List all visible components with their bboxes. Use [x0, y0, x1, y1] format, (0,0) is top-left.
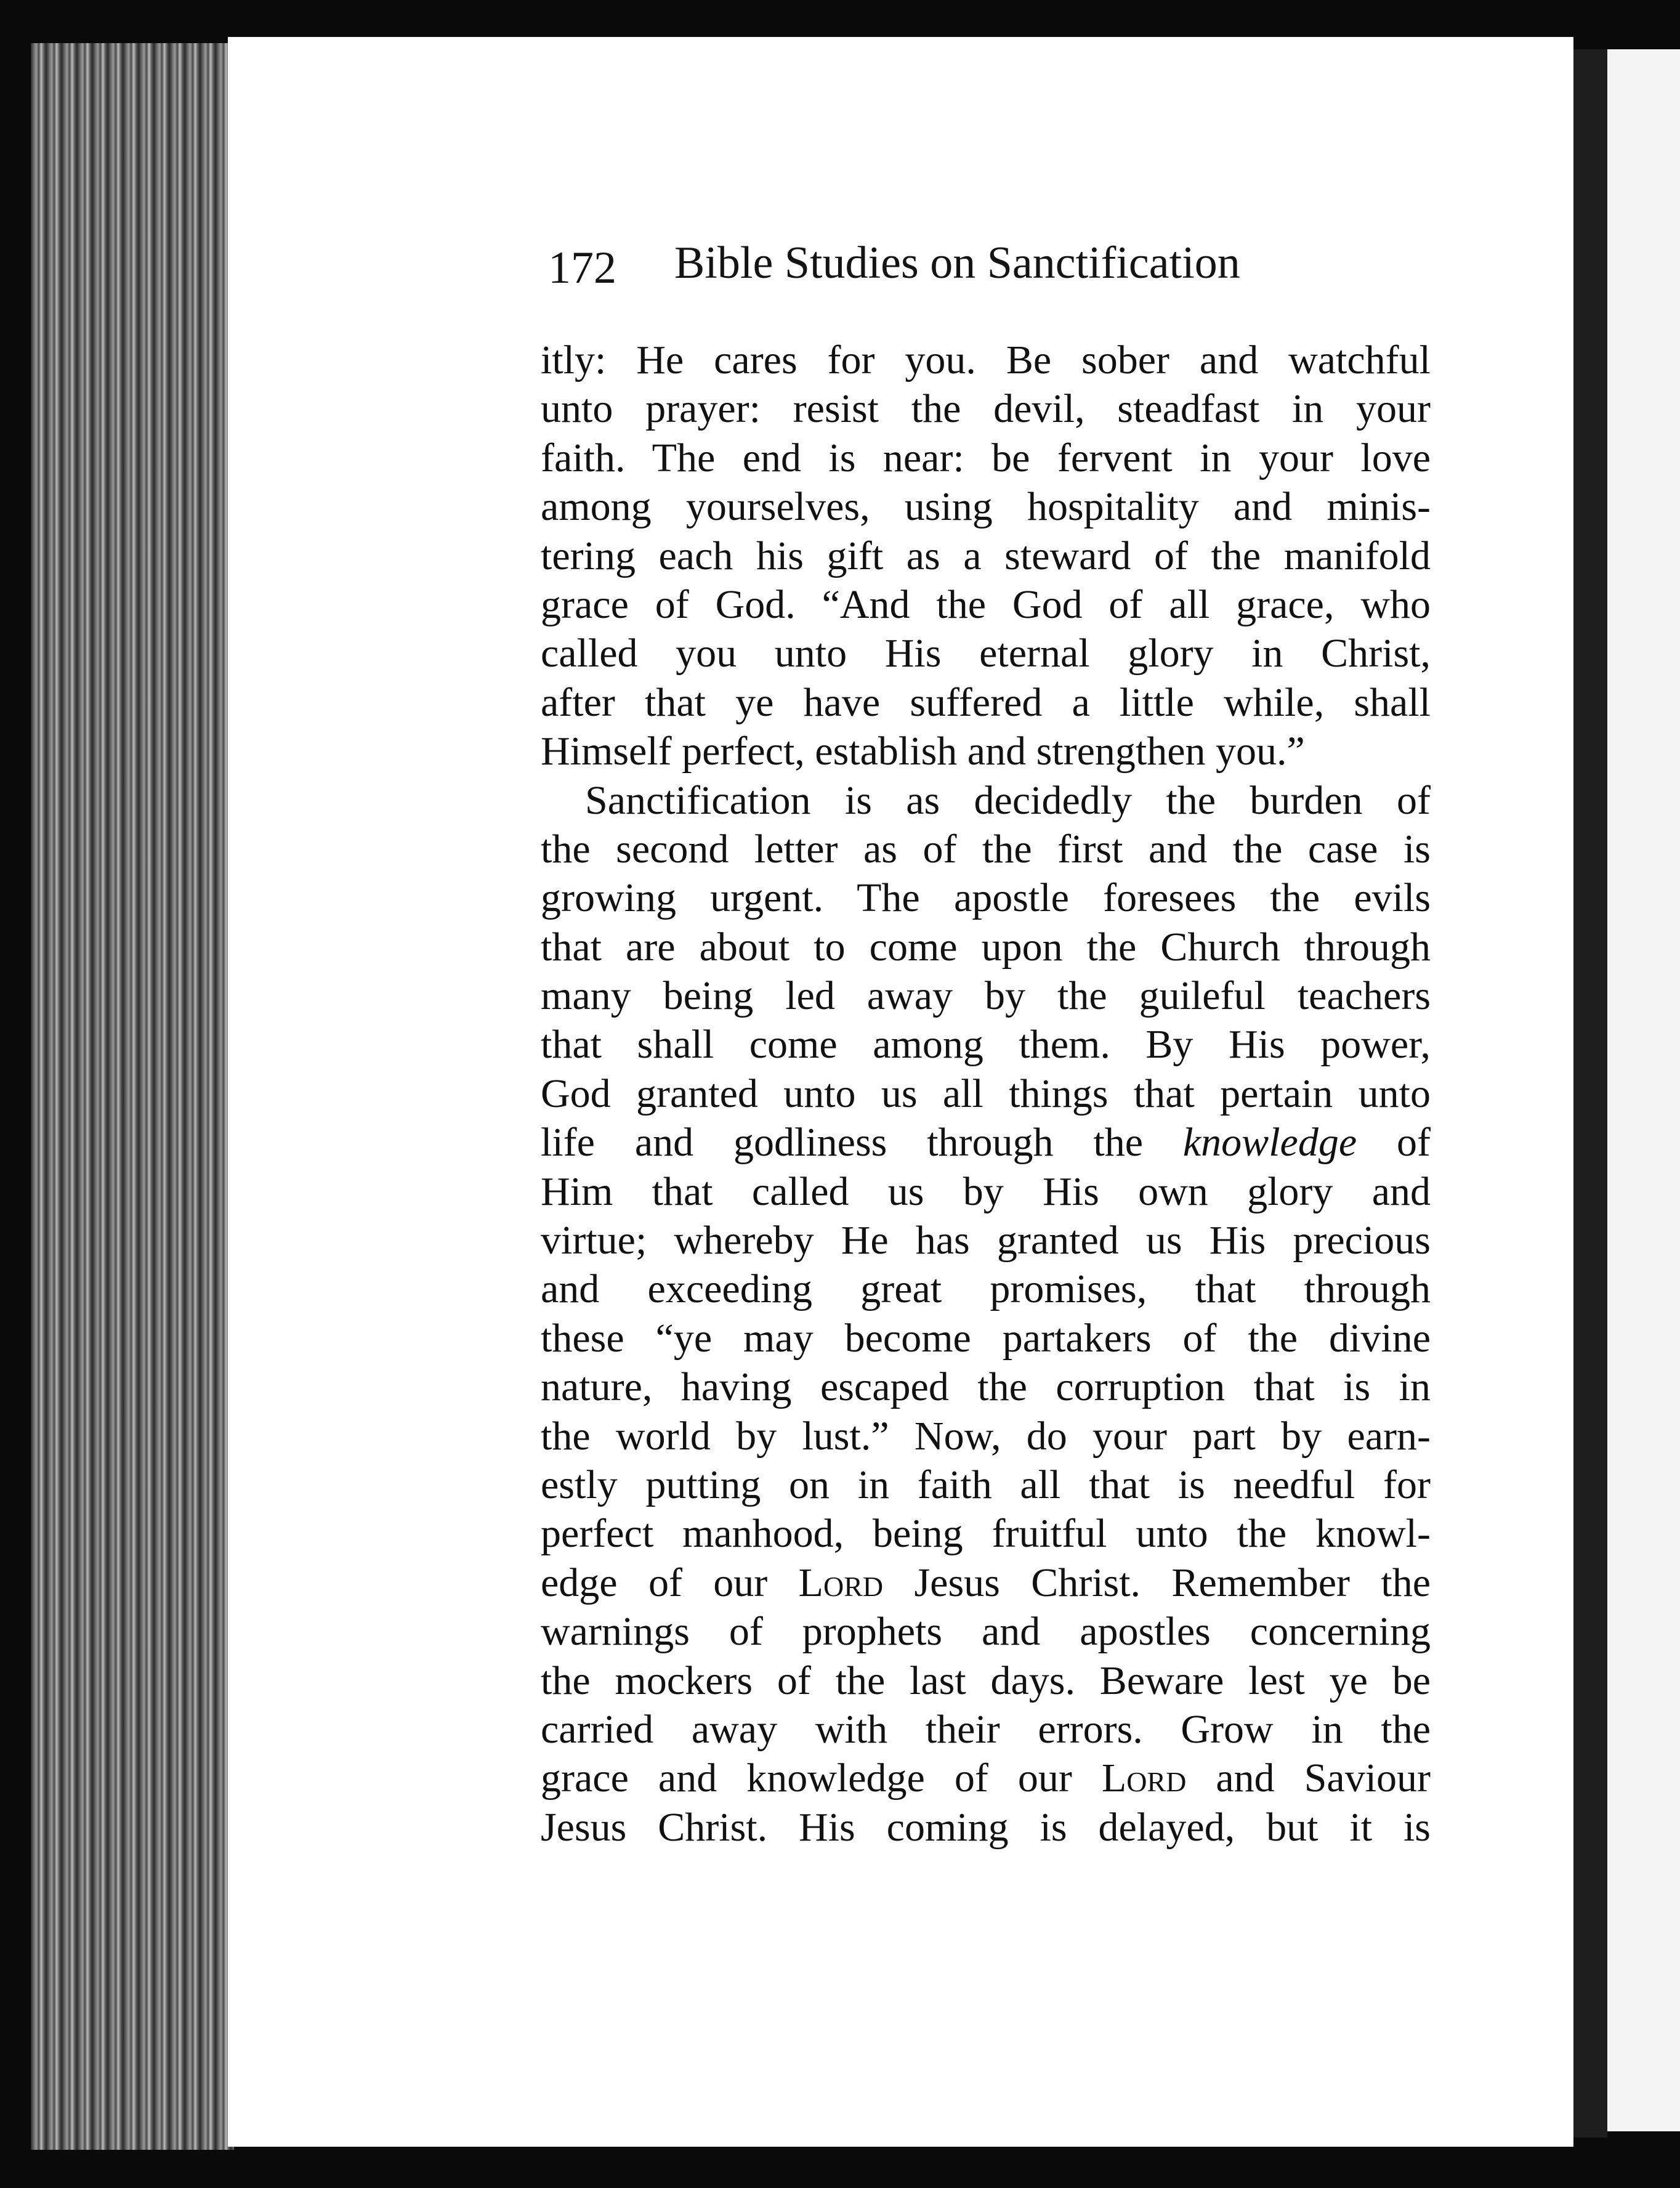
text-line: grace of God. “And the God of all grace, who [541, 581, 1431, 627]
text-line: unto prayer: resist the devil, steadfast in your [541, 386, 1431, 432]
text-segment: and Saviour [1186, 1756, 1431, 1801]
text-line: perfect manhood, being fruitful unto the knowl- [541, 1511, 1431, 1557]
page-number: 172 [548, 243, 616, 293]
facing-page-edge [1607, 49, 1680, 2131]
book-page-edges [31, 43, 234, 2150]
text-segment: of [1357, 1120, 1431, 1165]
text-line: that are about to come upon the Church through [541, 924, 1431, 970]
small-caps-word: Lord [1101, 1756, 1187, 1801]
text-line: after that ye have suffered a little while, shall [541, 679, 1431, 725]
text-line [541, 1558, 1431, 1607]
text-line: tering each his gift as a steward of the manifold [541, 533, 1431, 578]
body-text [541, 336, 1431, 1852]
small-caps-word: Lord [798, 1560, 884, 1605]
text-segment: grace and knowledge of our [541, 1756, 1102, 1801]
text-segment: edge of our [541, 1560, 799, 1605]
page-header [548, 237, 1312, 305]
text-segment: Jesus Christ. Remember the [883, 1560, 1431, 1605]
text-line: estly putting on in faith all that is needful for [541, 1462, 1431, 1507]
paragraph-first-line: Sanctification is as decidedly the burden of [585, 777, 1431, 823]
text-line [541, 1754, 1431, 1802]
text-line: itly: He cares for you. Be sober and watchful [541, 338, 1431, 383]
text-line: carried away with their errors. Grow in the [541, 1706, 1431, 1752]
text-line: God granted unto us all things that pertain unto [541, 1071, 1431, 1116]
italic-word: knowledge [1182, 1120, 1357, 1165]
text-line: warnings of prophets and apostles concerning [541, 1609, 1431, 1655]
text-line: these “ye may become partakers of the divine [541, 1315, 1431, 1361]
text-line: Him that called us by His own glory and [541, 1169, 1431, 1214]
text-line: the world by lust.” Now, do your part by earn- [541, 1413, 1431, 1459]
gutter-shadow [1573, 49, 1607, 2137]
text-line: many being led away by the guileful teachers [541, 973, 1431, 1019]
text-line [541, 1118, 1431, 1167]
text-line: and exceeding great promises, that through [541, 1266, 1431, 1312]
text-line: nature, having escaped the corruption that is in [541, 1364, 1431, 1410]
text-line: faith. The end is near: be fervent in your love [541, 435, 1431, 480]
text-segment: life and godliness through the [541, 1120, 1183, 1165]
text-line: Jesus Christ. His coming is delayed, but it is [541, 1804, 1431, 1850]
text-line: the mockers of the last days. Beware lest ye be [541, 1658, 1431, 1703]
text-line: Himself perfect, establish and strengthen you.” [541, 729, 1305, 774]
text-line: called you unto His eternal glory in Christ, [541, 631, 1431, 676]
text-line: virtue; whereby He has granted us His precious [541, 1218, 1431, 1263]
running-title: Bible Studies on Sanctification [674, 238, 1240, 288]
text-line: the second letter as of the first and the case is [541, 826, 1431, 872]
text-line: that shall come among them. By His power, [541, 1022, 1431, 1068]
text-line: growing urgent. The apostle foresees the evils [541, 875, 1431, 921]
text-line: among yourselves, using hospitality and minis- [541, 484, 1431, 530]
